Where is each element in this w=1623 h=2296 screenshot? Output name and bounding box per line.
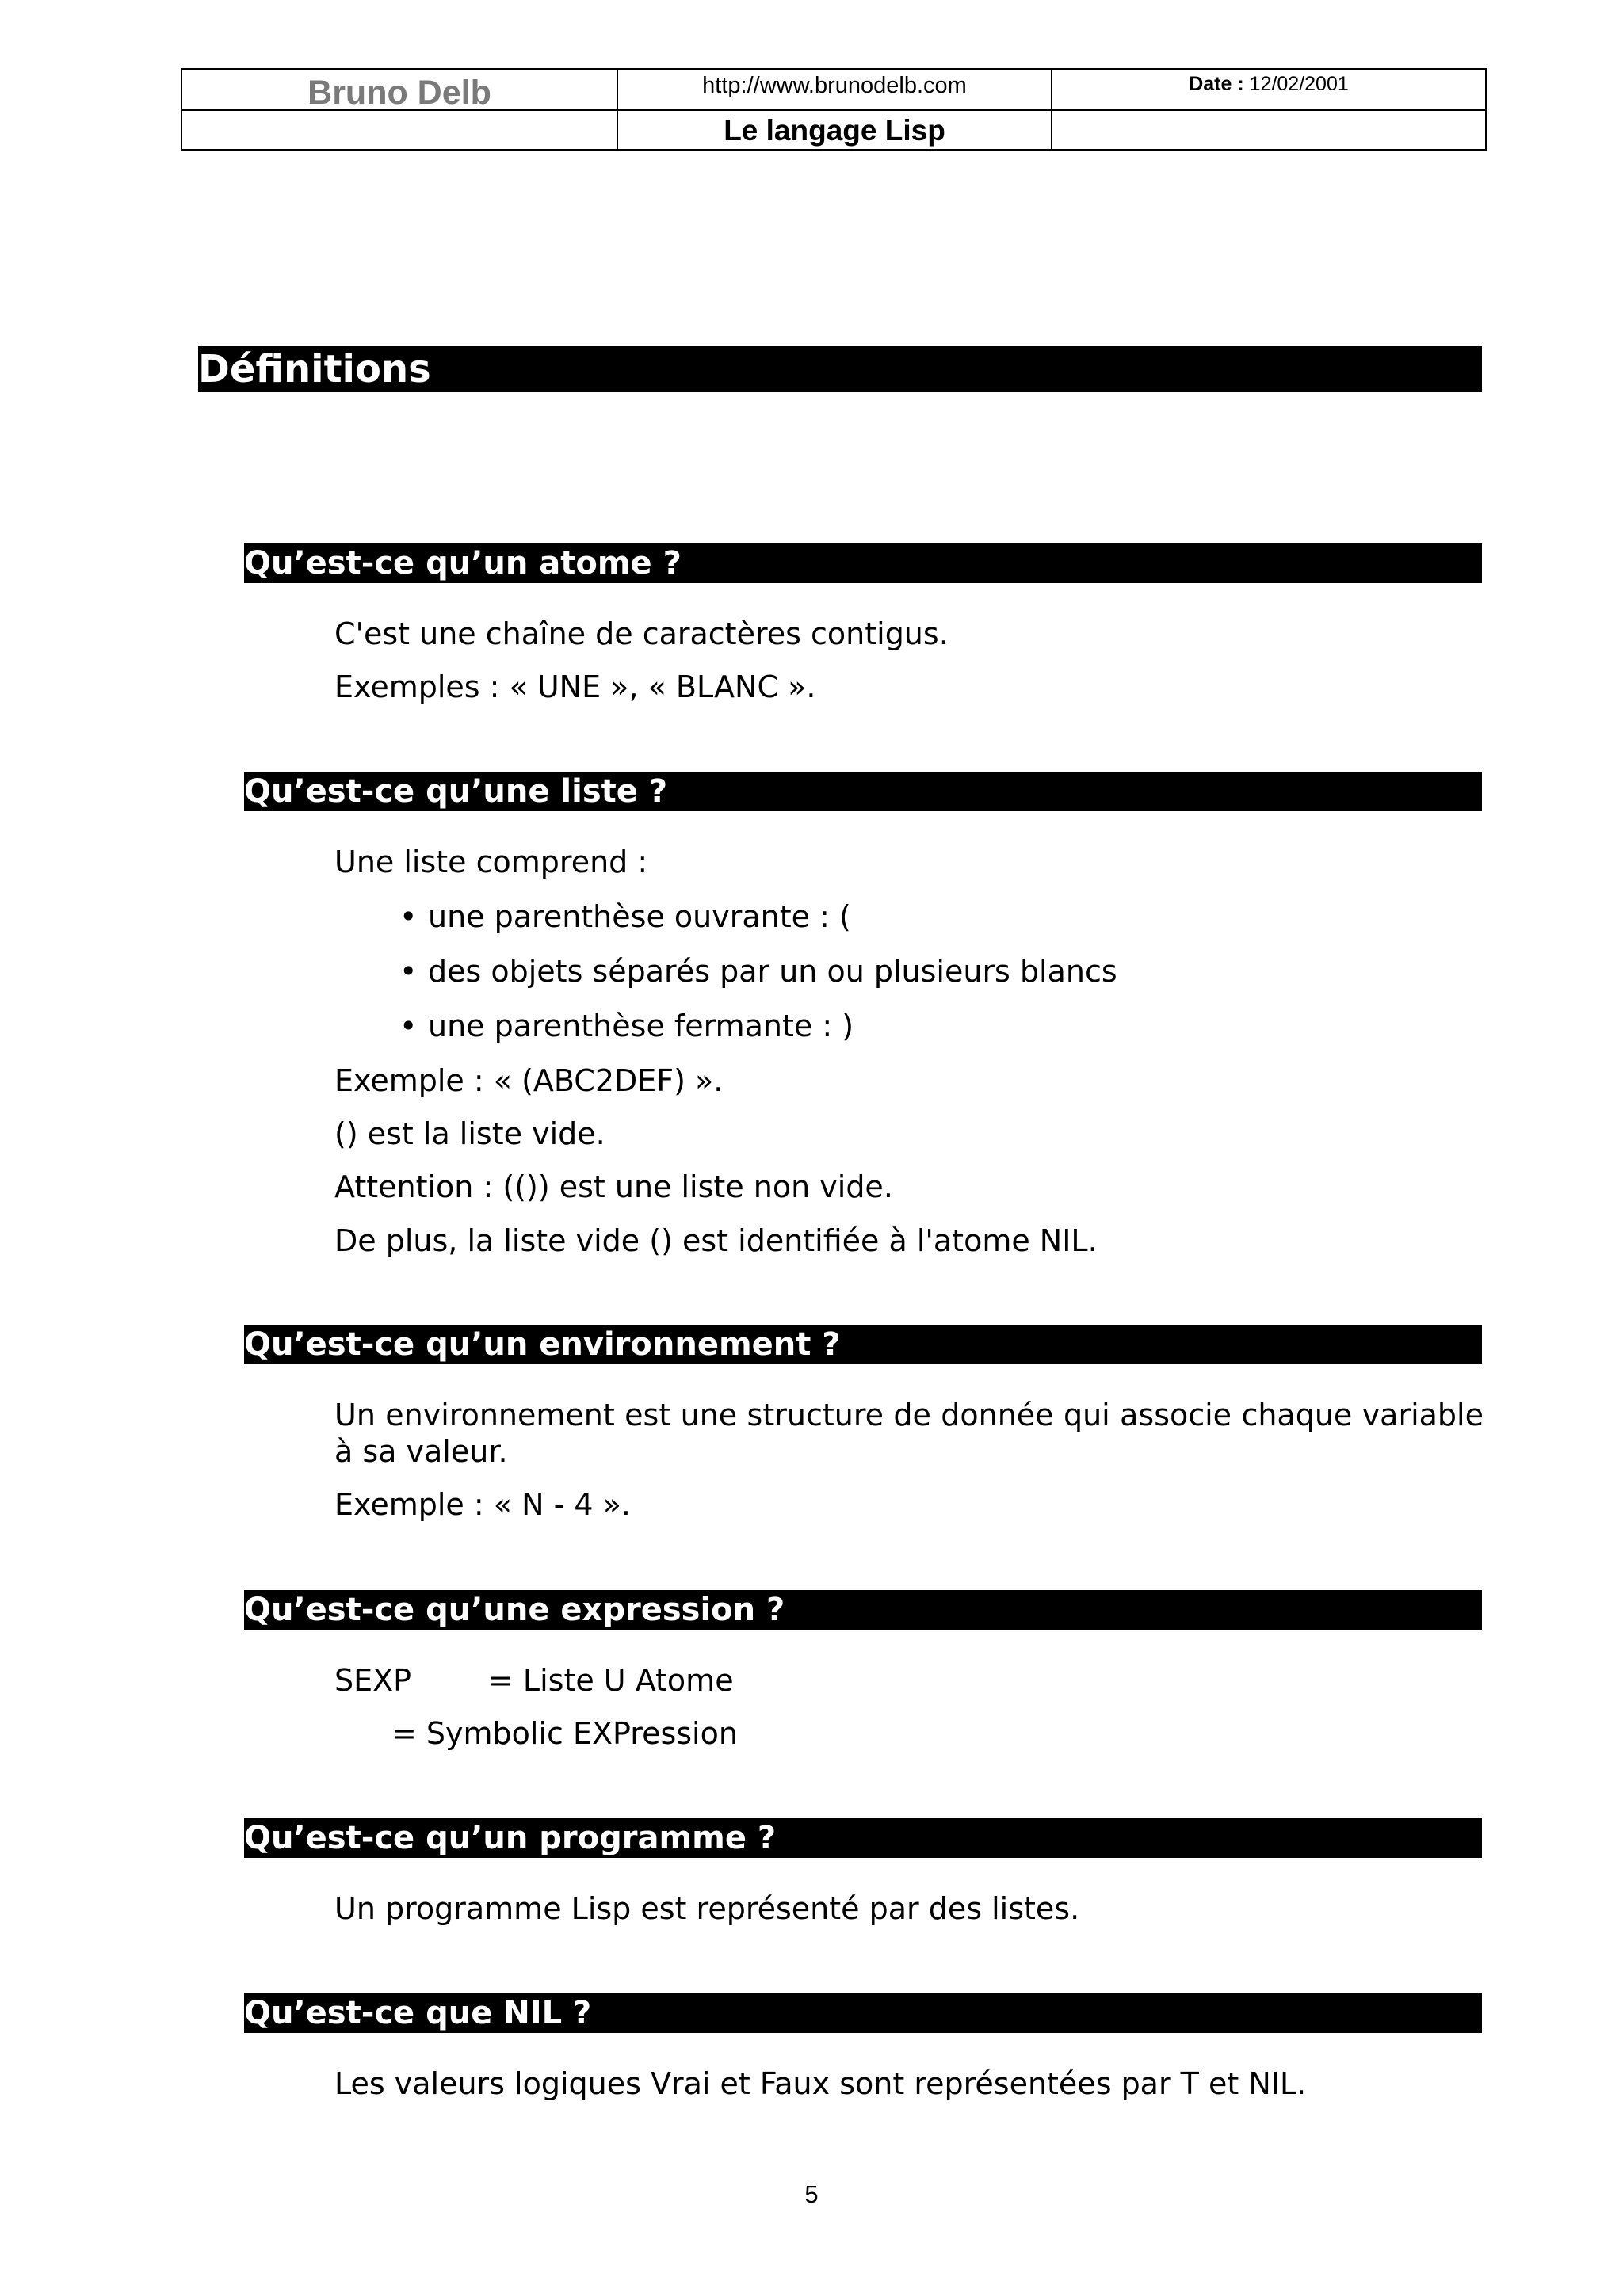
bullet-icon: • — [399, 1009, 418, 1043]
bullet-item — [399, 898, 851, 935]
header-date — [1052, 70, 1485, 109]
bullet-text: des objets séparés par un ou plusieurs blancs — [428, 954, 1117, 989]
paragraph: C'est une chaîne de caractères contigus. — [334, 616, 949, 651]
main-heading: Définitions — [198, 346, 1482, 392]
paragraph: Les valeurs logiques Vrai et Faux sont représentées par T et NIL. — [334, 2066, 1307, 2101]
paragraph: Exemples : « UNE », « BLANC ». — [334, 669, 816, 704]
paragraph: () est la liste vide. — [334, 1116, 605, 1151]
section-heading-atome: Qu’est-ce qu’un atome ? — [244, 543, 1482, 583]
header-author: Bruno Delb — [307, 74, 491, 112]
bullet-icon: • — [399, 954, 418, 989]
paragraph: Un programme Lisp est représenté par des listes. — [334, 1891, 1080, 1926]
section-heading-liste: Qu’est-ce qu’une liste ? — [244, 772, 1482, 811]
bullet-icon: • — [399, 899, 418, 934]
bullet-item — [399, 1008, 854, 1044]
paragraph: Exemple : « N - 4 ». — [334, 1487, 631, 1522]
section-heading-environnement: Qu’est-ce qu’un environnement ? — [244, 1325, 1482, 1364]
paragraph: Une liste comprend : — [334, 845, 648, 879]
paragraph: De plus, la liste vide () est identifiée à l'atome NIL. — [334, 1223, 1098, 1258]
header-date-value: 12/02/2001 — [1249, 73, 1349, 95]
header-url: http://www.brunodelb.com — [702, 73, 967, 98]
paragraph: Exemple : « (ABC2DEF) ». — [334, 1063, 724, 1098]
page-header-table — [181, 68, 1487, 151]
header-date-label: Date : — [1189, 73, 1244, 95]
page-number: 5 — [804, 2180, 819, 2208]
sexp-term: SEXP — [334, 1663, 412, 1698]
section-heading-nil: Qu’est-ce que NIL ? — [244, 1993, 1482, 2033]
bullet-text: une parenthèse ouvrante : ( — [428, 899, 851, 934]
bullet-item — [399, 953, 1117, 990]
header-doc-title: Le langage Lisp — [724, 114, 945, 147]
sexp-definition: = Liste U Atome — [488, 1663, 734, 1698]
section-heading-programme: Qu’est-ce qu’un programme ? — [244, 1818, 1482, 1858]
section-heading-expression: Qu’est-ce qu’une expression ? — [244, 1590, 1482, 1630]
paragraph: Attention : (()) est une liste non vide. — [334, 1169, 893, 1204]
paragraph: Un environnement est une structure de donnée qui associe chaque variable à sa valeur. — [334, 1398, 1484, 1469]
sexp-definition: = Symbolic EXPression — [391, 1716, 738, 1751]
bullet-text: une parenthèse fermante : ) — [428, 1009, 854, 1043]
